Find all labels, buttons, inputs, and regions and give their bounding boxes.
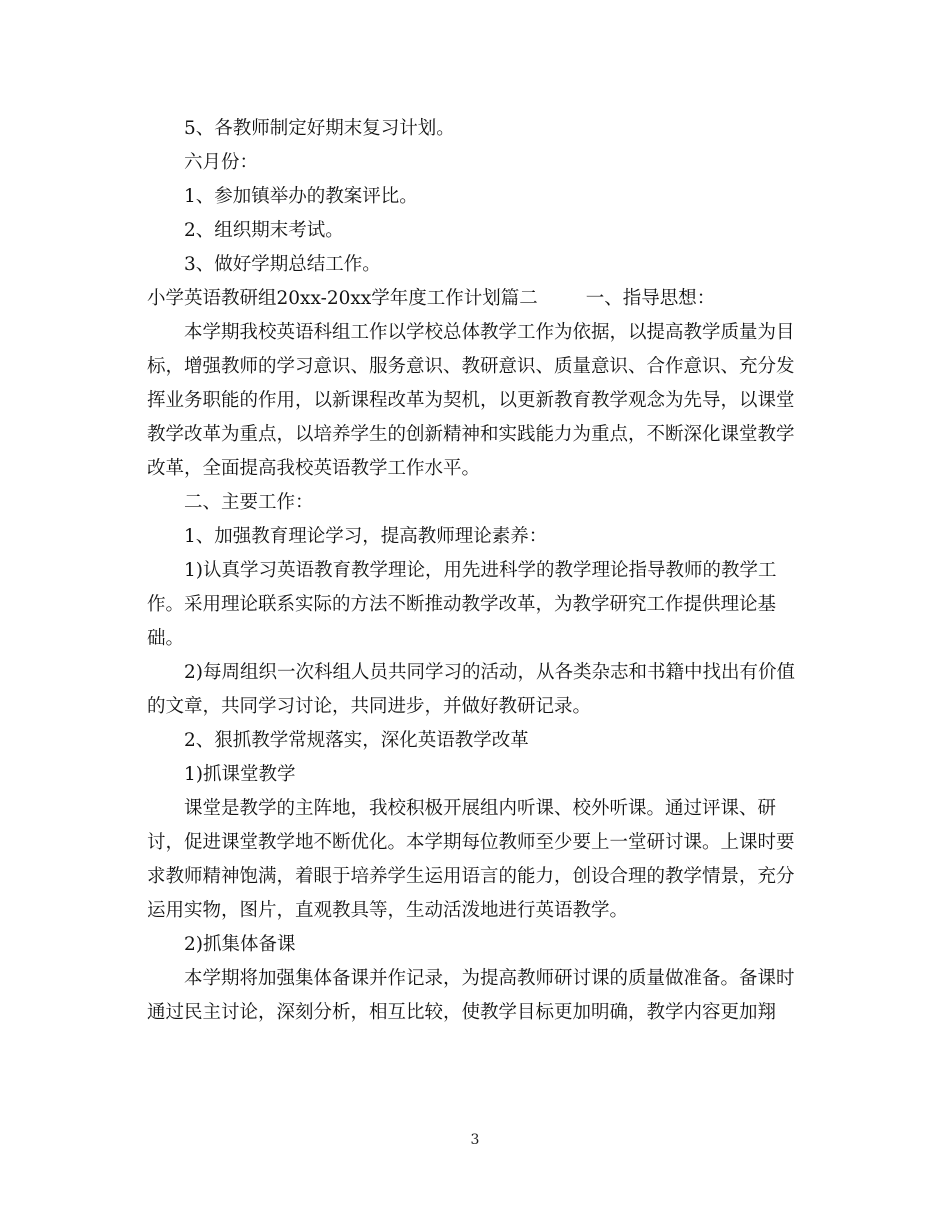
paragraph-line: 2)每周组织一次科组人员共同学习的活动，从各类杂志和书籍中找出有价值 bbox=[184, 662, 795, 683]
paragraph-line: 求教师精神饱满，着眼于培养学生运用语言的能力，创设合理的教学情景，充分 bbox=[147, 866, 795, 887]
paragraph-line: 础。 bbox=[147, 628, 185, 649]
paragraph-line: 本学期我校英语科组工作以学校总体教学工作为依据，以提高教学质量为目 bbox=[184, 322, 795, 343]
paragraph-line: 讨，促进课堂教学地不断优化。本学期每位教师至少要上一堂研讨课。上课时要 bbox=[147, 832, 795, 853]
page-number: 3 bbox=[470, 1132, 480, 1148]
section-heading: 一、指导思想： bbox=[585, 288, 716, 309]
paragraph-line: 标，增强教师的学习意识、服务意识、教研意识、质量意识、合作意识、充分发 bbox=[147, 356, 795, 377]
paragraph-line: 本学期将加强集体备课并作记录，为提高教师研讨课的质量做准备。备课时 bbox=[184, 968, 795, 989]
month-heading: 六月份： bbox=[184, 152, 259, 173]
paragraph-line: 课堂是教学的主阵地，我校积极开展组内听课、校外听课。通过评课、研 bbox=[184, 798, 777, 819]
item-heading: 2)抓集体备课 bbox=[184, 934, 296, 955]
section-title: 小学英语教研组20xx-20xx学年度工作计划篇二 bbox=[147, 288, 538, 309]
paragraph-line: 运用实物，图片，直观教具等，生动活泼地进行英语教学。 bbox=[147, 900, 629, 921]
list-item: 1、参加镇举办的教案评比。 bbox=[184, 186, 418, 207]
body-text bbox=[147, 112, 807, 1030]
paragraph-line: 改革，全面提高我校英语教学工作水平。 bbox=[147, 458, 481, 479]
list-item: 2、组织期末考试。 bbox=[184, 220, 344, 241]
list-item: 3、做好学期总结工作。 bbox=[184, 254, 381, 275]
section-title-line bbox=[147, 282, 807, 316]
paragraph-line: 教学改革为重点，以培养学生的创新精神和实践能力为重点，不断深化课堂教学 bbox=[147, 424, 795, 445]
list-item: 5、各教师制定好期末复习计划。 bbox=[184, 118, 455, 139]
paragraph-line: 挥业务职能的作用，以新课程改革为契机，以更新教育教学观念为先导，以课堂 bbox=[147, 390, 795, 411]
paragraph-line: 作。采用理论联系实际的方法不断推动教学改革，为教学研究工作提供理论基 bbox=[147, 594, 777, 615]
paragraph-line: 的文章，共同学习讨论，共同进步，并做好教研记录。 bbox=[147, 696, 592, 717]
section-heading: 二、主要工作： bbox=[184, 492, 314, 513]
subsection-heading: 2、狠抓教学常规落实，深化英语教学改革 bbox=[184, 730, 529, 751]
paragraph-line: 通过民主讨论，深刻分析，相互比较，使教学目标更加明确，教学内容更加翔 bbox=[147, 1002, 777, 1023]
item-heading: 1)抓课堂教学 bbox=[184, 764, 296, 785]
paragraph-line: 1)认真学习英语教育教学理论，用先进科学的教学理论指导教师的教学工 bbox=[184, 560, 777, 581]
subsection-heading: 1、加强教育理论学习，提高教师理论素养： bbox=[184, 526, 548, 547]
